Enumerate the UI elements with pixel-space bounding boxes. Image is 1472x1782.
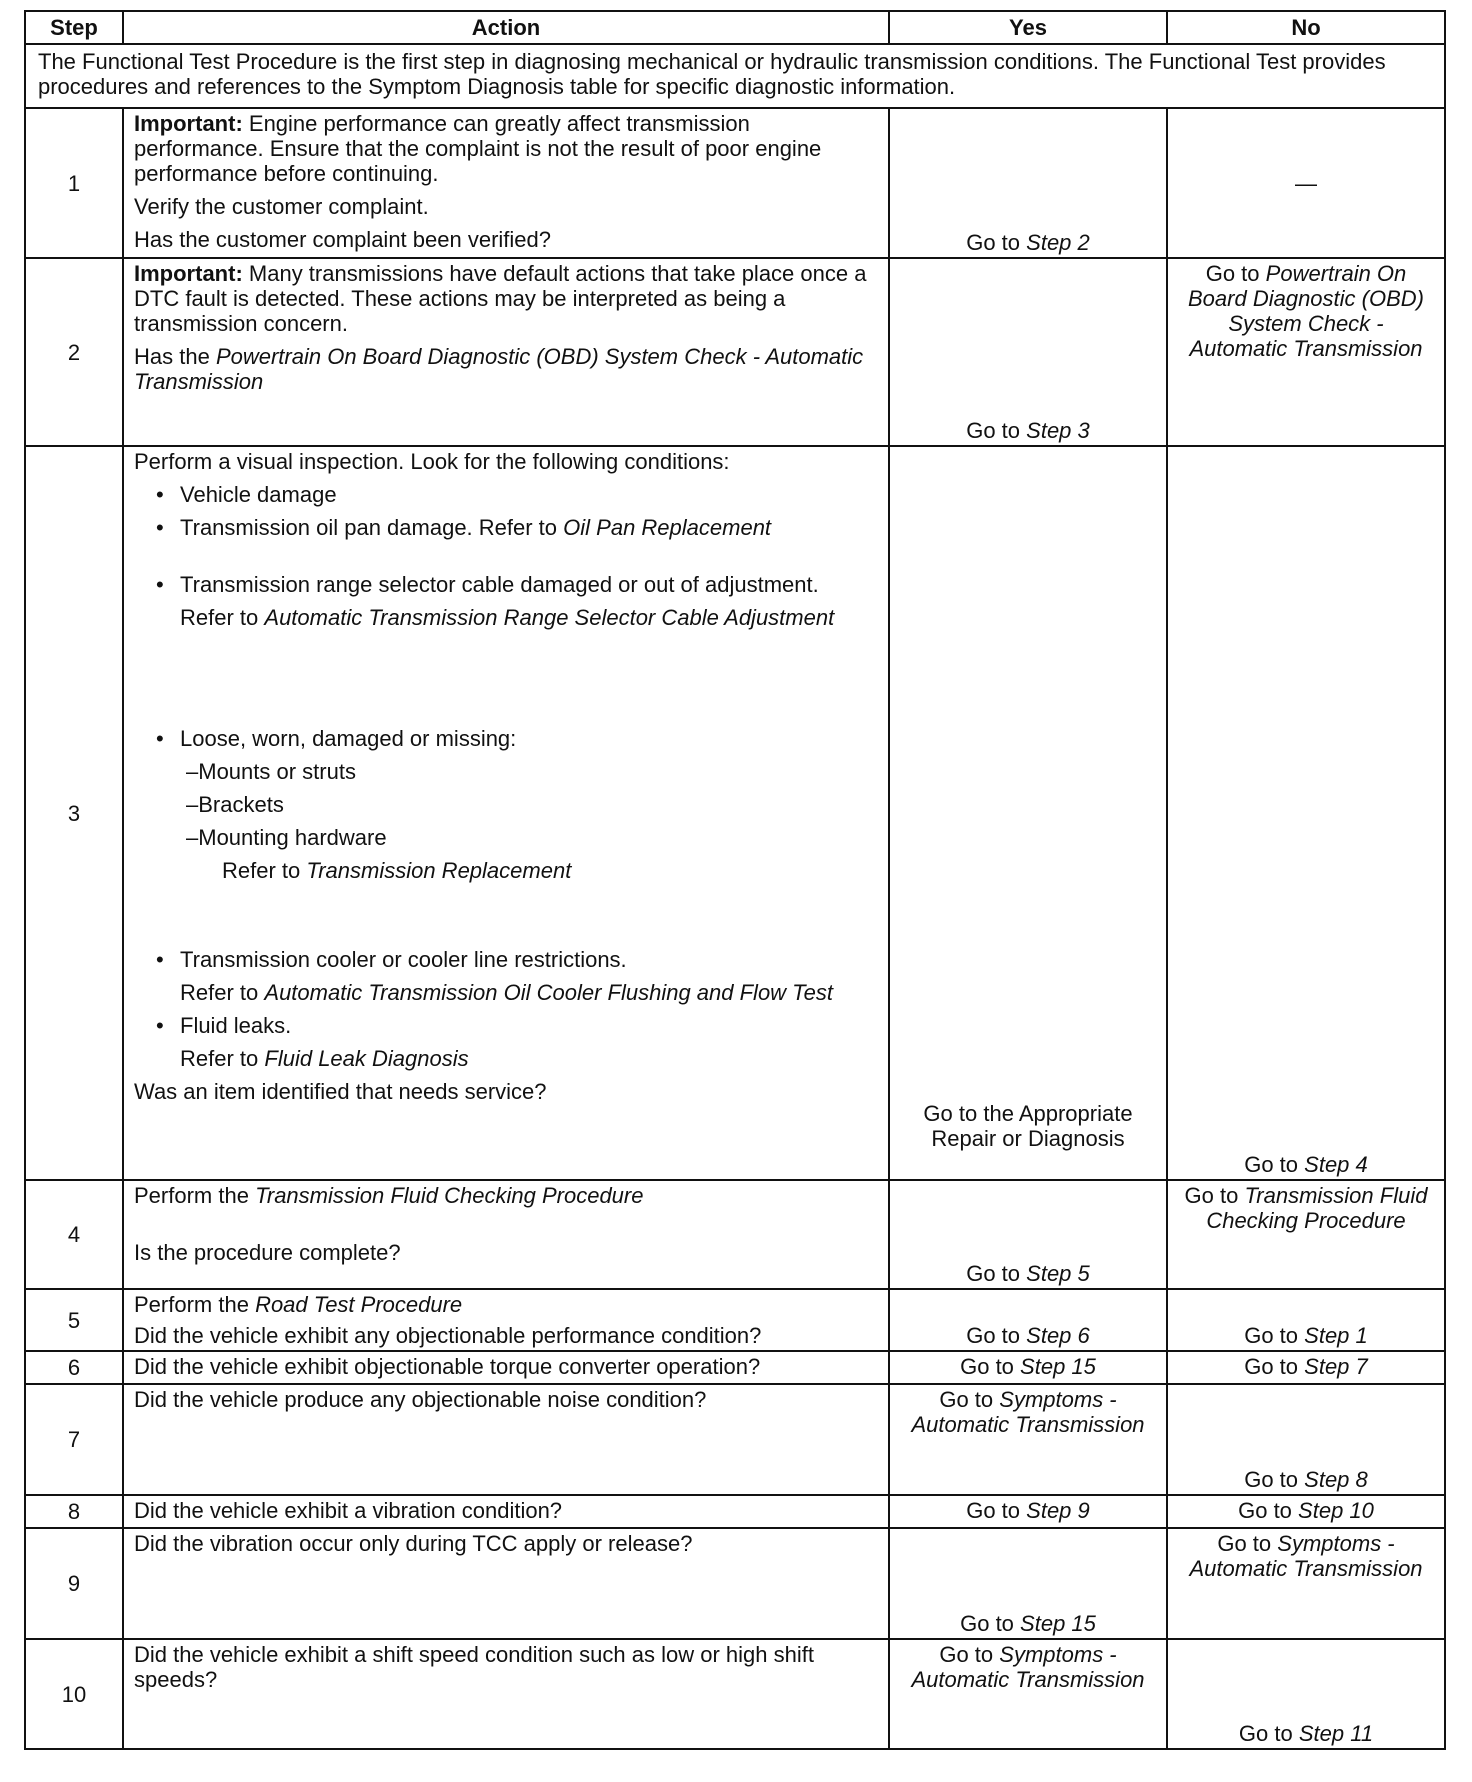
step-number: 8	[25, 1495, 123, 1528]
yes-cell	[889, 1384, 1167, 1495]
go-to-text: Go to	[966, 1261, 1021, 1286]
no-cell	[1167, 1495, 1445, 1528]
bullet-item: • Transmission range selector cable damaged or out of adjustment.	[134, 572, 878, 597]
yes-link[interactable]: Step 5	[1026, 1261, 1090, 1286]
action-question: Did the vehicle exhibit a vibration condition?	[123, 1495, 889, 1528]
refer-line	[134, 980, 878, 1005]
yes-cell	[889, 1180, 1167, 1289]
header-no: No	[1167, 11, 1445, 44]
go-to-text: Go to	[966, 1323, 1021, 1348]
refer-to-text: Refer to	[180, 1046, 259, 1071]
action-link[interactable]: Automatic Transmission Range Selector Cable Adjustment	[264, 605, 835, 630]
header-action: Action	[123, 11, 889, 44]
yes-cell	[889, 258, 1167, 446]
yes-link[interactable]: Step 9	[1026, 1498, 1090, 1523]
action-cell	[123, 446, 889, 1180]
no-cell	[1167, 1289, 1445, 1351]
go-to-text: Go to	[1184, 1183, 1239, 1208]
action-question: Is the procedure complete?	[134, 1240, 401, 1265]
go-to-text: Go to	[1244, 1323, 1299, 1348]
action-question: Did the vibration occur only during TCC apply or release?	[123, 1528, 889, 1639]
refer-to-text: Refer to	[222, 858, 301, 883]
no-link[interactable]: Step 7	[1304, 1354, 1368, 1379]
go-to-text: Go to	[1238, 1721, 1293, 1746]
action-line: Verify the customer complaint.	[134, 194, 429, 219]
no-cell	[1167, 1639, 1445, 1749]
yes-cell	[889, 108, 1167, 258]
important-label: Important:	[134, 111, 243, 136]
no-cell	[1167, 1351, 1445, 1384]
important-text: Many transmissions have default actions that take place once a DTC fault is detected. These actions may be interpreted as being a transmission concern.	[134, 261, 867, 336]
action-question: Did the vehicle produce any objectionable noise condition?	[123, 1384, 889, 1495]
action-prefix: Perform the	[134, 1292, 249, 1317]
bullet-item: • Fluid leaks.	[134, 1013, 878, 1038]
bullet-item	[134, 515, 878, 540]
yes-link[interactable]: Step 3	[1026, 418, 1090, 443]
no-link[interactable]: Powertrain On Board Diagnostic (OBD) System Check - Automatic Transmission	[1188, 261, 1424, 361]
action-link[interactable]: Fluid Leak Diagnosis	[264, 1046, 469, 1071]
yes-link[interactable]: Symptoms - Automatic Transmission	[911, 1642, 1145, 1692]
bullet-item: • Transmission cooler or cooler line restrictions.	[134, 947, 878, 972]
step-number: 10	[25, 1639, 123, 1749]
no-link[interactable]: Step 4	[1304, 1152, 1368, 1177]
yes-link[interactable]: Step 15	[1020, 1611, 1096, 1636]
yes-cell	[889, 1639, 1167, 1749]
go-to-text: Go to	[966, 1498, 1021, 1523]
action-link[interactable]: Automatic Transmission Oil Cooler Flushing and Flow Test	[264, 980, 833, 1005]
go-to-text: Go to	[1238, 1498, 1292, 1523]
action-cell	[123, 258, 889, 446]
yes-text: Go to the Appropriate Repair or Diagnosis	[923, 1101, 1133, 1151]
no-link[interactable]: Step 10	[1298, 1498, 1374, 1523]
spacer	[134, 548, 878, 572]
no-cell	[1167, 1180, 1445, 1289]
no-cell	[1167, 1528, 1445, 1639]
table-row	[25, 1384, 1445, 1495]
go-to-text: Go to	[966, 230, 1021, 255]
table-row	[25, 446, 1445, 1180]
table-row	[25, 1180, 1445, 1289]
refer-line	[134, 605, 878, 630]
step-number: 9	[25, 1528, 123, 1639]
no-cell	[1167, 1384, 1445, 1495]
header-row	[25, 11, 1445, 44]
sub-item: – Mounts or struts	[134, 759, 878, 784]
go-to-text: Go to	[1244, 1354, 1299, 1379]
action-link[interactable]: Transmission Fluid Checking Procedure	[255, 1183, 644, 1208]
yes-link[interactable]: Step 6	[1026, 1323, 1090, 1348]
intro-text: The Functional Test Procedure is the first step in diagnosing mechanical or hydraulic transmission conditions. The Functional Test provides procedures and references to the Symptom Diagnosis table for specific diagnostic information.	[25, 44, 1445, 108]
important-text: Engine performance can greatly affect transmission performance. Ensure that the complaint is not the result of poor engine performance before continuing.	[134, 111, 822, 186]
important-label: Important:	[134, 261, 243, 286]
no-cell	[1167, 108, 1445, 258]
intro-row	[25, 44, 1445, 108]
table-row	[25, 1639, 1445, 1749]
step-number: 7	[25, 1384, 123, 1495]
header-step: Step	[25, 11, 123, 44]
go-to-text: Go to	[939, 1387, 994, 1412]
no-link[interactable]: Step 11	[1298, 1721, 1374, 1746]
yes-cell	[889, 446, 1167, 1180]
go-to-text: Go to	[960, 1611, 1014, 1636]
table-row	[25, 258, 1445, 446]
step-number: 1	[25, 108, 123, 258]
header-yes: Yes	[889, 11, 1167, 44]
action-question: Did the vehicle exhibit any objectionable performance condition?	[134, 1323, 762, 1348]
go-to-text: Go to	[960, 1354, 1014, 1379]
refer-to-text: Refer to	[180, 980, 259, 1005]
diagnostic-table	[24, 10, 1446, 1750]
action-link[interactable]: Oil Pan Replacement	[563, 515, 772, 540]
yes-cell	[889, 1528, 1167, 1639]
bullet-text: Transmission oil pan damage. Refer to	[180, 515, 558, 540]
bullet-item: • Loose, worn, damaged or missing:	[134, 726, 878, 751]
no-link[interactable]: Transmission Fluid Checking Procedure	[1206, 1183, 1428, 1233]
action-question: Did the vehicle exhibit a shift speed condition such as low or high shift speeds?	[123, 1639, 889, 1749]
action-link[interactable]: Transmission Replacement	[306, 858, 572, 883]
spacer	[134, 891, 878, 947]
refer-line	[134, 858, 878, 883]
table-row	[25, 108, 1445, 258]
go-to-text: Go to	[1217, 1531, 1272, 1556]
table-row	[25, 1495, 1445, 1528]
action-cell	[123, 1289, 889, 1351]
bullet-item: • Vehicle damage	[134, 482, 878, 507]
yes-cell	[889, 1351, 1167, 1384]
table-row	[25, 1351, 1445, 1384]
yes-link[interactable]: Symptoms - Automatic Transmission	[911, 1387, 1145, 1437]
table-row	[25, 1289, 1445, 1351]
step-number: 3	[25, 446, 123, 1180]
yes-link[interactable]: Step 15	[1020, 1354, 1096, 1379]
go-to-text: Go to	[1244, 1467, 1299, 1492]
action-cell	[123, 1180, 889, 1289]
step-number: 2	[25, 258, 123, 446]
yes-link[interactable]: Step 2	[1026, 230, 1090, 255]
action-cell	[123, 108, 889, 258]
sub-item: – Brackets	[134, 792, 878, 817]
refer-line	[134, 1046, 878, 1071]
yes-cell	[889, 1495, 1167, 1528]
step-number: 5	[25, 1289, 123, 1351]
no-cell	[1167, 446, 1445, 1180]
action-link[interactable]: Powertrain On Board Diagnostic (OBD) System Check - Automatic Transmission	[134, 344, 864, 394]
sub-item: – Mounting hardware	[134, 825, 878, 850]
no-link[interactable]: Symptoms - Automatic Transmission	[1189, 1531, 1423, 1581]
go-to-text: Go to	[939, 1642, 994, 1667]
no-cell	[1167, 258, 1445, 446]
go-to-text: Go to	[1205, 261, 1260, 286]
go-to-text: Go to	[1244, 1152, 1299, 1177]
refer-to-text: Refer to	[180, 605, 259, 630]
table-row	[25, 1528, 1445, 1639]
step-number: 4	[25, 1180, 123, 1289]
action-question: Was an item identified that needs service?	[134, 1079, 547, 1104]
action-prefix: Perform the	[134, 1183, 249, 1208]
spacer	[134, 638, 878, 726]
question-prefix: Has the	[134, 344, 210, 369]
action-link[interactable]: Road Test Procedure	[255, 1292, 463, 1317]
yes-cell	[889, 1289, 1167, 1351]
no-dash: —	[1295, 170, 1317, 196]
step-number: 6	[25, 1351, 123, 1384]
no-link[interactable]: Step 8	[1304, 1467, 1368, 1492]
no-link[interactable]: Step 1	[1304, 1323, 1368, 1348]
go-to-text: Go to	[966, 418, 1021, 443]
action-line: Perform a visual inspection. Look for the following conditions:	[134, 449, 730, 474]
action-question: Has the customer complaint been verified?	[134, 227, 551, 252]
action-question: Did the vehicle exhibit objectionable torque converter operation?	[123, 1351, 889, 1384]
